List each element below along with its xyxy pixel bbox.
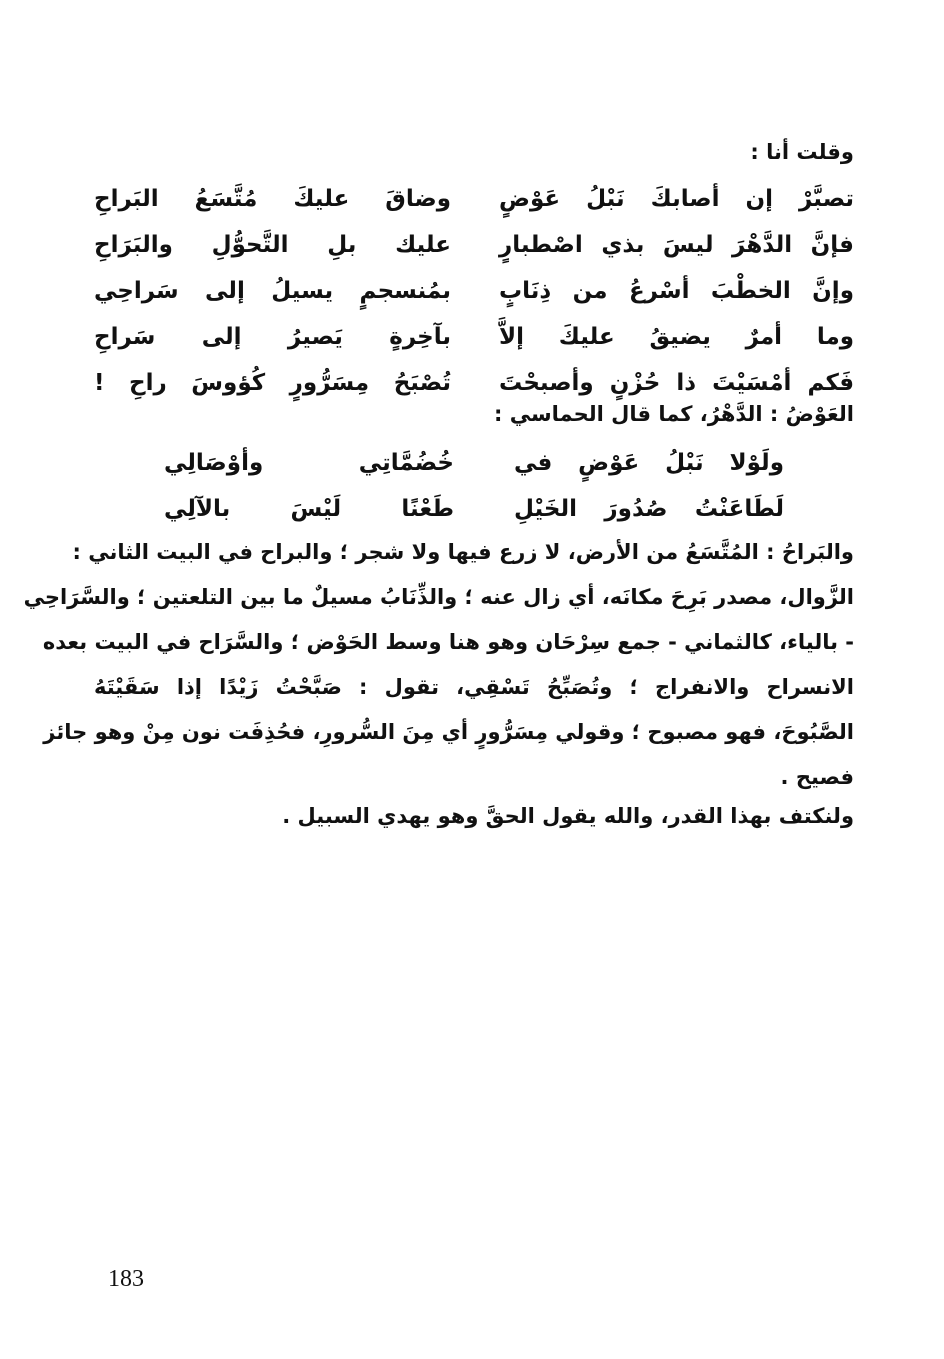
- verse-second-hemistich: بمُنسجمٍ يسيلُ إلى سَراحِي: [94, 278, 451, 304]
- verse-second-hemistich: بآخِرةٍ يَصيرُ إلى سَراحِ: [94, 324, 451, 350]
- quoted-first-hemistich: لَطَاعَنْتُ صُدُورَ الخَيْلِ: [514, 496, 784, 522]
- quoted-verse: [164, 440, 784, 486]
- verse-second-hemistich: تُصْبَحُ مِسَرُّورٍ كُؤوسَ راحِ !: [94, 370, 451, 396]
- poem-verse: [94, 222, 854, 268]
- poem-verse: [94, 314, 854, 360]
- intro-line: وقلت أنا :: [750, 140, 854, 164]
- verse-first-hemistich: وما أمرٌ يضيقُ عليكَ إلاَّ: [499, 324, 854, 350]
- verse-first-hemistich: فَكم أمْسَيْتَ ذا حُزْنٍ وأصبحْتَ: [499, 370, 854, 396]
- quoted-poem: [164, 440, 784, 532]
- commentary-line: الصَّبُوحَ، فهو مصبوح ؛ وقولي مِسَرُّورٍ أي مِنَ السُّرورِ، فحُذِفَت نون مِنْ وهو جائز: [43, 720, 854, 744]
- verse-first-hemistich: وإنَّ الخطْبَ أسْرعُ من ذِنَابٍ: [499, 278, 854, 304]
- commentary: [23, 530, 854, 800]
- verse-first-hemistich: تصبَّرْ إن أصابكَ نَبْلُ عَوْضٍ: [499, 186, 854, 212]
- verse-first-hemistich: فإنَّ الدَّهْرَ ليسَ بذي اصْطبارٍ: [499, 232, 854, 258]
- commentary-line: فصيح .: [780, 765, 854, 789]
- closing-line: ولنكتف بهذا القدر، والله يقول الحقَّ وهو يهدي السبيل .: [282, 804, 854, 828]
- poem-verse: [94, 176, 854, 222]
- quoted-second-hemistich: طَعْنًا لَيْسَ بالآلِي: [164, 496, 454, 522]
- quoted-first-hemistich: ولَوْلا نَبْلُ عَوْضٍ في: [514, 450, 784, 476]
- gloss-intro: العَوْضُ : الدَّهْرُ، كما قال الحماسي :: [494, 402, 854, 426]
- quoted-verse: [164, 486, 784, 532]
- commentary-line: - بالياء، كالثماني - جمع سِرْحَان وهو هنا وسط الحَوْض ؛ والسَّرَاح في البيت بعده: [42, 630, 854, 654]
- page-number: 183: [108, 1266, 144, 1292]
- quoted-second-hemistich: خُضُمَّاتِي وأوْصَالِي: [164, 450, 454, 476]
- poem-verse: [94, 268, 854, 314]
- poem: [94, 176, 854, 406]
- commentary-line: الانسراح والانفراج ؛ وتُصَبِّحُ تَسْقِي، تقول : صَبَّحْتُ زَيْدًا إذا سَقَيْتَهُ: [94, 675, 854, 699]
- commentary-line: والبَراحُ : المُتَّسَعُ من الأرض، لا زرع فيها ولا شجر ؛ والبراح في البيت الثاني :: [72, 540, 854, 564]
- verse-second-hemistich: عليك بلِ التَّحوُّلِ والبَرَاحِ: [94, 232, 451, 258]
- verse-second-hemistich: وضاقَ عليكَ مُتَّسَعُ البَراحِ: [94, 186, 451, 212]
- commentary-line: الزَّوال، مصدر بَرِحَ مكانَه، أي زال عنه ؛ والذِّنَابُ مسيلٌ ما بين التلعتين ؛ والسَّرَاحِي: [23, 585, 854, 609]
